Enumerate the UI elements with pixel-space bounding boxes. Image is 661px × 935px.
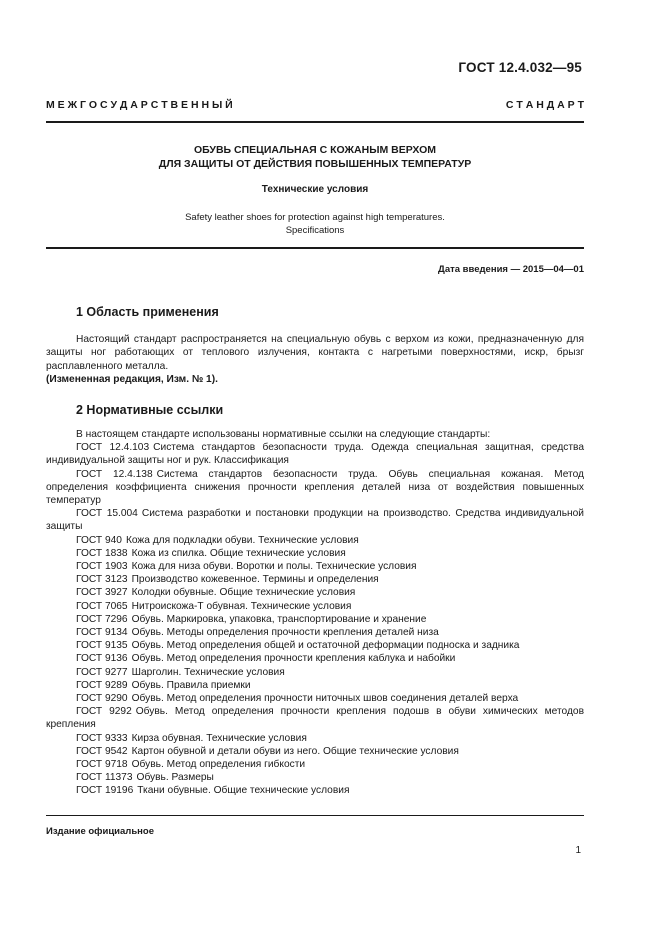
reference-item: [46, 784, 584, 797]
standard-type-line: [46, 99, 584, 111]
reference-title: Система стандартов безопасности труда. Одежда специальная защитная, средства индивидуальной защиты ног и рук. Классификация: [46, 442, 584, 467]
document-title: [46, 143, 584, 171]
reference-code: ГОСТ 9292: [76, 706, 132, 718]
standard-type-left: М Е Ж Г О С У Д А Р С Т В Е Н Н Ы Й: [46, 99, 233, 111]
reference-code: ГОСТ 1838: [76, 547, 128, 559]
reference-item: [46, 692, 584, 705]
reference-item: [46, 613, 584, 626]
reference-code: ГОСТ 9718: [76, 759, 128, 771]
reference-title: Обувь. Маркировка, упаковка, транспортирование и хранение: [131, 613, 427, 625]
amendment-note: (Измененная редакция, Изм. № 1).: [46, 373, 218, 385]
reference-item: [46, 441, 584, 467]
reference-title: Кожа для низа обуви. Воротки и полы. Технические условия: [131, 561, 417, 573]
reference-code: ГОСТ 7065: [76, 600, 128, 612]
reference-code: ГОСТ 9277: [76, 666, 128, 678]
header-divider: [46, 121, 584, 123]
reference-title: Обувь. Размеры: [136, 772, 214, 784]
reference-item: [46, 586, 584, 599]
reference-code: ГОСТ 1903: [76, 561, 128, 573]
reference-item: [46, 534, 584, 547]
reference-code: ГОСТ 9542: [76, 745, 128, 757]
reference-code: ГОСТ 12.4.103: [76, 442, 150, 454]
reference-item: [46, 600, 584, 613]
reference-item: [46, 652, 584, 665]
reference-list: [46, 441, 584, 797]
page-number: 1: [575, 845, 581, 856]
reference-item: [46, 626, 584, 639]
reference-code: ГОСТ 7296: [76, 613, 128, 625]
reference-code: ГОСТ 11373: [76, 772, 133, 784]
reference-title: Ткани обувные. Общие технические условия: [137, 785, 350, 797]
reference-item: [46, 745, 584, 758]
title-line-2: ДЛЯ ЗАЩИТЫ ОТ ДЕЙСТВИЯ ПОВЫШЕННЫХ ТЕМПЕРАТУР: [158, 158, 472, 170]
reference-code: ГОСТ 9134: [76, 627, 128, 639]
english-title: [46, 211, 584, 237]
reference-code: ГОСТ 3123: [76, 574, 128, 586]
footer-divider: [46, 815, 584, 816]
reference-item: [46, 573, 584, 586]
reference-item: [46, 679, 584, 692]
reference-item: [46, 560, 584, 573]
reference-item: [46, 547, 584, 560]
reference-item: [46, 758, 584, 771]
references-intro: В настоящем стандарте использованы нормативные ссылки на следующие стандарты:: [76, 429, 491, 440]
reference-title: Обувь. Метод определения прочности ниточных швов соединения деталей верха: [131, 693, 519, 705]
english-title-line-2: Specifications: [285, 225, 345, 236]
reference-title: Система разработки и постановки продукции на производство. Средства индивидуальной защиты: [46, 508, 584, 533]
reference-title: Система стандартов безопасности труда. Обувь специальная кожаная. Метод определения коэффициента снижения прочности крепления деталей низа от воздействия повышенных температур: [46, 468, 584, 507]
reference-code: ГОСТ 9290: [76, 693, 128, 705]
reference-title: Кирза обувная. Технические условия: [131, 732, 307, 744]
document-subtitle: Технические условия: [261, 184, 369, 195]
reference-title: Обувь. Правила приемки: [131, 679, 251, 691]
reference-item: [46, 666, 584, 679]
reference-item: [46, 771, 584, 784]
section-1-heading: 1 Область применения: [76, 305, 219, 319]
reference-title: Шарголин. Технические условия: [131, 666, 285, 678]
reference-code: ГОСТ 940: [76, 534, 122, 546]
reference-title: Обувь. Методы определения прочности крепления деталей низа: [131, 627, 439, 639]
reference-code: ГОСТ 12.4.138: [76, 468, 153, 480]
standard-code: ГОСТ 12.4.032—95: [458, 60, 582, 75]
reference-item: [46, 732, 584, 745]
reference-title: Обувь. Метод определения прочности крепления подошв в обуви химических методов крепления: [46, 706, 584, 731]
section-1-text: [46, 333, 584, 386]
normative-references: [46, 428, 584, 798]
section-2-heading: 2 Нормативные ссылки: [76, 403, 224, 417]
title-divider: [46, 247, 584, 249]
title-line-1: ОБУВЬ СПЕЦИАЛЬНАЯ С КОЖАНЫМ ВЕРХОМ: [193, 144, 436, 156]
reference-code: ГОСТ 19196: [76, 785, 134, 797]
reference-code: ГОСТ 9136: [76, 653, 128, 665]
reference-title: Кожа из спилка. Общие технические условия: [131, 547, 346, 559]
reference-code: ГОСТ 9333: [76, 732, 128, 744]
reference-item: [46, 705, 584, 731]
reference-code: ГОСТ 9289: [76, 679, 128, 691]
standard-type-right: С Т А Н Д А Р Т: [505, 99, 584, 111]
reference-title: Нитроискожа-Т обувная. Технические условия: [131, 600, 352, 612]
introduction-date: Дата введения — 2015—04—01: [438, 264, 584, 275]
section-1-body: Настоящий стандарт распространяется на специальную обувь с верхом из кожи, предназначенную для защиты ног работающих от теплового излучения, контакта с нагретыми поверхностями, искр, брызг расплавленного металла.: [46, 334, 584, 372]
official-edition-label: Издание официальное: [46, 826, 154, 837]
reference-title: Производство кожевенное. Термины и определения: [131, 574, 379, 586]
reference-code: ГОСТ 3927: [76, 587, 128, 599]
reference-item: [46, 468, 584, 508]
reference-title: Обувь. Метод определения гибкости: [131, 759, 306, 771]
reference-item: [46, 639, 584, 652]
english-title-line-1: Safety leather shoes for protection against high temperatures.: [185, 212, 445, 223]
reference-code: ГОСТ 15.004: [76, 508, 138, 520]
reference-item: [46, 507, 584, 533]
reference-title: Обувь. Метод определения прочности крепления каблука и набойки: [131, 653, 456, 665]
reference-code: ГОСТ 9135: [76, 640, 128, 652]
reference-title: Кожа для подкладки обуви. Технические условия: [125, 534, 359, 546]
reference-title: Обувь. Метод определения общей и остаточной деформации подноска и задника: [131, 640, 520, 652]
reference-title: Картон обувной и детали обуви из него. Общие технические условия: [131, 745, 459, 757]
reference-title: Колодки обувные. Общие технические условия: [131, 587, 356, 599]
